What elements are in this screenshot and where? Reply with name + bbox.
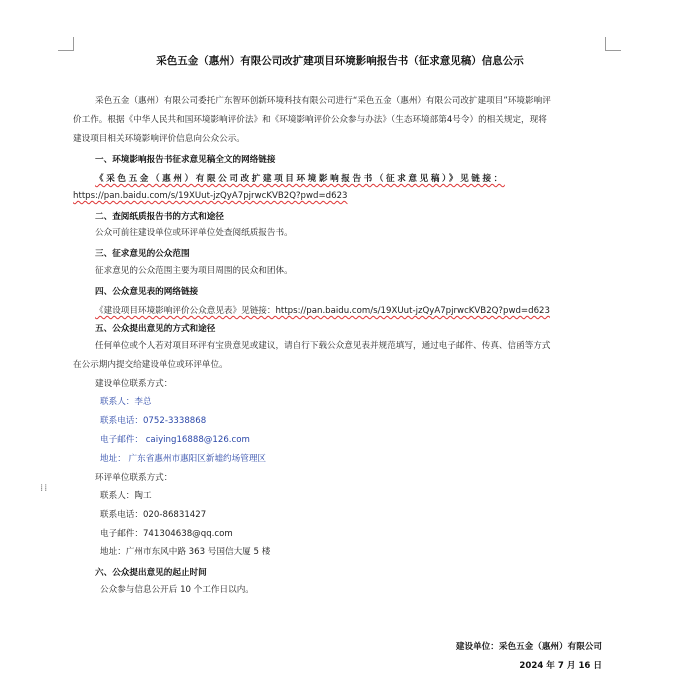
section1-report-title: 《采色五金（惠州）有限公司改扩建项目环境影响报告书（征求意见稿）》见链接： [95, 174, 505, 184]
page-corner-mark-top-right [605, 37, 621, 51]
eia-contact-person: 联系人：陶工 [100, 491, 152, 501]
section5-text-line-2: 在公示期内提交给建设单位或环评单位。 [73, 360, 228, 370]
page-corner-mark-top-left [58, 37, 74, 51]
builder-contact-person: 联系人：李总 [100, 397, 152, 407]
drag-handle-icon[interactable]: ⁞⁞ [40, 483, 49, 494]
eia-contact-address: 地址：广州市东风中路 363 号国信大厦 5 楼 [100, 547, 271, 557]
section5-heading: 五、公众提出意见的方式和途径 [95, 324, 216, 334]
section6-text: 公众参与信息公开后 10 个工作日以内。 [100, 585, 254, 595]
section1-url-link[interactable]: https://pan.baidu.com/s/19XUut-jzQyA7pjrwcKVB2Q?pwd=d623 [73, 191, 348, 201]
section5-text-line-1: 任何单位或个人若对项目环评有宝贵意见或建议，请自行下载公众意见表并规范填写，通过电子邮件、传真、信函等方式 [95, 341, 551, 351]
builder-contact-phone: 联系电话：0752-3338868 [100, 416, 207, 426]
signature-unit: 建设单位：采色五金（惠州）有限公司 [455, 642, 602, 652]
intro-line-2: 价工作。根据《中华人民共和国环境影响评价法》和《环境影响评价公众参与办法》（生态环境部第4号令）的相关规定，现将 [73, 115, 547, 125]
section3-text: 征求意见的公众范围主要为项目周围的民众和团体。 [95, 266, 293, 276]
intro-line-1: 采色五金（惠州）有限公司委托广东智环创新环境科技有限公司进行“采色五金（惠州）有限公司改扩建项目”环境影响评 [95, 96, 551, 106]
document-title: 采色五金（惠州）有限公司改扩建项目环境影响报告书（征求意见稿）信息公示 [156, 55, 524, 67]
section2-heading: 二、查阅纸质报告书的方式和途径 [95, 212, 224, 222]
signature-date: 2024 年 7 月 16 日 [519, 661, 602, 671]
section6-heading: 六、公众提出意见的起止时间 [95, 568, 207, 578]
section4-heading: 四、公众意见表的网络链接 [95, 287, 199, 297]
section2-text: 公众可前往建设单位或环评单位处查阅纸质报告书。 [95, 228, 293, 238]
section1-heading: 一、环境影响报告书征求意见稿全文的网络链接 [95, 155, 276, 165]
section3-heading: 三、征求意见的公众范围 [95, 249, 190, 259]
eia-contact-label: 环评单位联系方式： [95, 473, 173, 483]
intro-line-3: 建设项目相关环境影响评价信息向公众公示。 [73, 134, 245, 144]
builder-contact-email[interactable]: 电子邮件： caiying16888@126.com [100, 435, 250, 445]
builder-contact-label: 建设单位联系方式： [95, 379, 173, 389]
builder-contact-address: 地址： 广东省惠州市惠阳区新墟约场管理区 [100, 454, 267, 464]
eia-contact-email[interactable]: 电子邮件：741304638@qq.com [100, 529, 233, 539]
eia-contact-phone: 联系电话：020-86831427 [100, 510, 207, 520]
section4-url-link[interactable]: 《建设项目环境影响评价公众意见表》见链接：https://pan.baidu.com/s/19XUut-jzQyA7pjrwcKVB2Q?pwd=d623 [95, 306, 550, 316]
